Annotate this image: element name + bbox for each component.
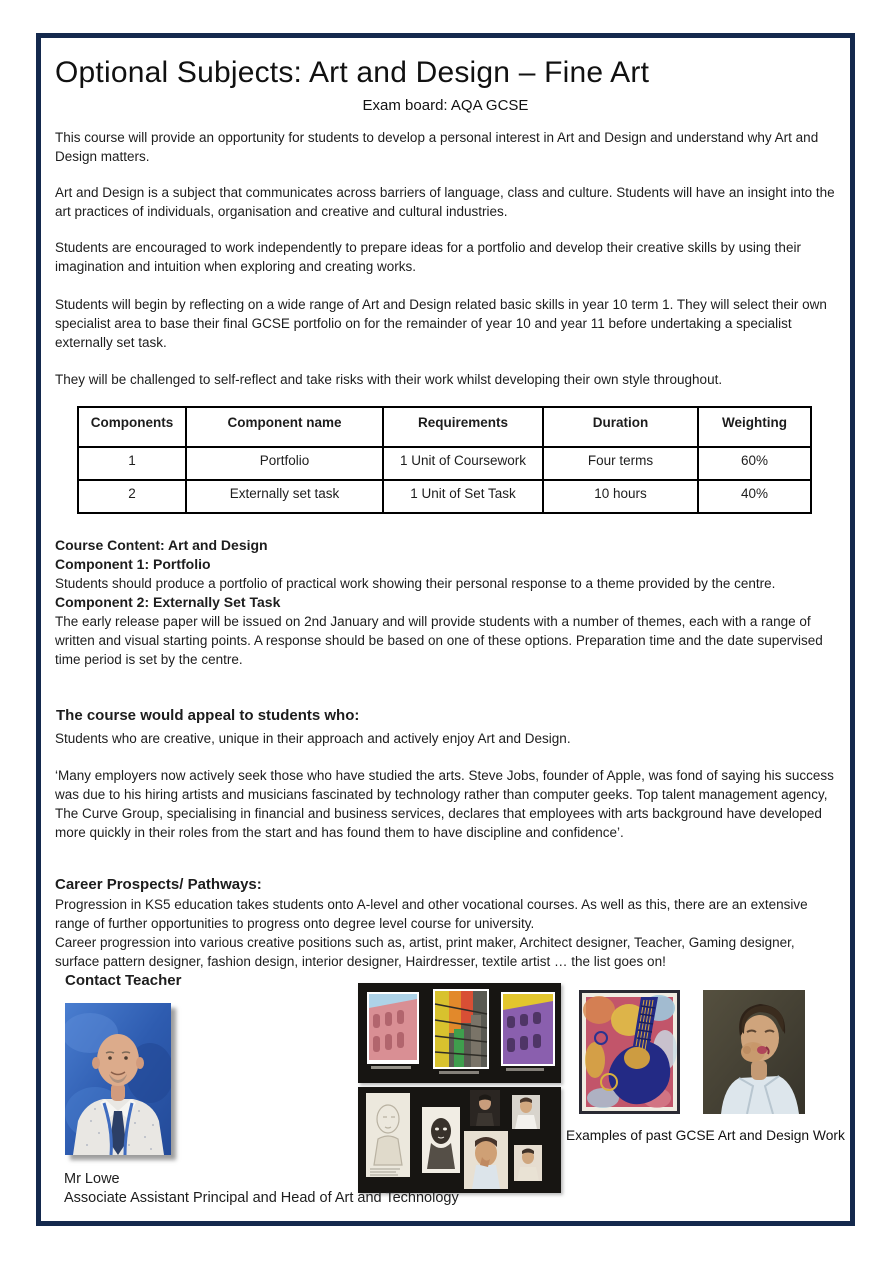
career-heading: Career Prospects/ Pathways: — [55, 876, 262, 893]
course-content-heading: Course Content: Art and Design — [55, 537, 268, 553]
component2-heading: Component 2: Externally Set Task — [55, 594, 281, 610]
appeal-body: Students who are creative, unique in their approach and actively enjoy Art and Design. — [55, 731, 571, 746]
exam-board-subtitle: Exam board: AQA GCSE — [362, 97, 529, 114]
collage-buildings-panel — [358, 983, 561, 1083]
teacher-role: Associate Assistant Principal and Head of Art and Technology — [64, 1190, 459, 1206]
collage-portraits-panel — [358, 1087, 561, 1193]
cell-weighting: 40% — [698, 480, 811, 513]
page-frame — [36, 33, 855, 1226]
cell-requirements: 1 Unit of Coursework — [383, 447, 543, 480]
header-components: Components — [78, 407, 186, 447]
teacher-photo — [65, 1003, 171, 1155]
cell-duration: Four terms — [543, 447, 698, 480]
artwork-guitar-print — [579, 990, 680, 1114]
teacher-photo-image — [65, 1003, 171, 1155]
intro-paragraph-3: Students are encouraged to work independently to prepare ideas for a portfolio and develop their creative skills by using their imagination and intuition when exploring and creating works. — [55, 240, 801, 274]
intro-paragraph-1: This course will provide an opportunity for students to develop a personal interest in Art and Design and understand why Art and Design matters. — [55, 130, 819, 164]
portrait-painting-image — [703, 990, 805, 1114]
intro-paragraph-5: They will be challenged to self-reflect and take risks with their work whilst developing their own style throughout. — [55, 372, 723, 387]
cell-weighting: 60% — [698, 447, 811, 480]
header-requirements: Requirements — [383, 407, 543, 447]
quote-paragraph: ‘Many employers now actively seek those who have studied the arts. Steve Jobs, founder of Apple, was fond of saying his success was due to his hiring artists and musicians fascinated by technology rather than computer geeks. Top talent management agency, The Curve Group, specialising in financial and business services, declares that employees with arts background have developed more quickly in their roles from the start and has found them to have discipline and confidence’. — [55, 768, 834, 840]
table-header-row — [78, 407, 811, 447]
header-component-name: Component name — [186, 407, 383, 447]
table-row — [78, 447, 811, 480]
intro-paragraph-2: Art and Design is a subject that communicates across barriers of language, class and culture. Students will have an insight into the art practices of individuals, organisation and creative and cultural industries. — [55, 185, 835, 219]
header-duration: Duration — [543, 407, 698, 447]
cell-component-name: Externally set task — [186, 480, 383, 513]
career-body-2: Career progression into various creative positions such as, artist, print maker, Architect designer, Teacher, Gaming designer, surface pattern designer, fashion design, interior designer, Hairdresser, textile artist … the list goes on! — [55, 935, 795, 969]
cell-component-number: 2 — [78, 480, 186, 513]
component1-body: Students should produce a portfolio of practical work showing their personal response to a theme provided by the centre. — [55, 576, 776, 591]
career-body-1: Progression in KS5 education takes students onto A-level and other vocational courses. As well as this, there are an extensive range of further opportunities to progress onto degree level course for university. — [55, 897, 808, 931]
cell-requirements: 1 Unit of Set Task — [383, 480, 543, 513]
header-weighting: Weighting — [698, 407, 811, 447]
cell-duration: 10 hours — [543, 480, 698, 513]
artwork-portrait-painting — [703, 990, 805, 1114]
component1-heading: Component 1: Portfolio — [55, 556, 211, 572]
artwork-collage — [358, 983, 561, 1193]
cell-component-number: 1 — [78, 447, 186, 480]
teacher-name: Mr Lowe — [64, 1171, 120, 1187]
component2-body: The early release paper will be issued on 2nd January and will provide students with a number of themes, each with a range of written and visual starting points. A response should be based on one of these options. Preparation time and the date supervised time period is set by the centre. — [55, 614, 823, 667]
career-section — [55, 895, 839, 971]
course-content-section — [55, 536, 841, 669]
table-row — [78, 480, 811, 513]
intro-paragraph-4: Students will begin by reflecting on a wide range of Art and Design related basic skills in year 10 term 1. They will select their own specialist area to base their final GCSE portfolio on for the remainder of year 10 and year 11 before undertaking a specialist externally set task. — [55, 297, 827, 350]
artwork-caption: Examples of past GCSE Art and Design Work — [566, 1128, 845, 1143]
components-table — [77, 406, 812, 514]
cell-component-name: Portfolio — [186, 447, 383, 480]
appeal-heading: The course would appeal to students who: — [56, 707, 360, 724]
page-title: Optional Subjects: Art and Design – Fine Art — [55, 56, 650, 89]
contact-teacher-heading: Contact Teacher — [65, 972, 182, 989]
guitar-print-image — [579, 990, 680, 1114]
